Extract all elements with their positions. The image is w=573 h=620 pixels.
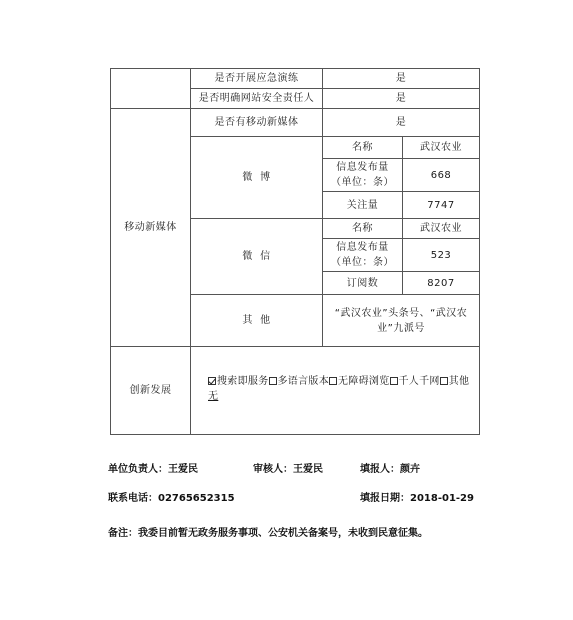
grid-line: [322, 294, 323, 347]
option-multilingual[interactable]: 多语言版本: [269, 376, 330, 387]
checkbox-icon: [329, 377, 337, 385]
unit-head: 单位负责人：王爱民: [108, 464, 198, 475]
wechat-subscribers-label: 订阅数: [346, 277, 379, 289]
security-owner-value: 是: [395, 93, 407, 104]
wechat-label: 微 信: [242, 251, 271, 262]
has-mobile-media-label: 是否有移动新媒体: [214, 117, 299, 128]
option-other[interactable]: 其他: [440, 376, 470, 387]
weibo-posts-label: 信息发布量 （单位：条）: [331, 162, 394, 188]
wechat-posts-label: 信息发布量 （单位：条）: [331, 242, 394, 268]
emergency-drill-value: 是: [395, 73, 407, 84]
security-owner-label: 是否明确网站安全责任人: [198, 93, 315, 104]
has-mobile-media-value: 是: [395, 117, 407, 128]
option-accessibility[interactable]: 无障碍浏览: [329, 376, 390, 387]
grid-line: [479, 68, 480, 435]
filler: 填报人：颜卉: [360, 464, 420, 475]
other-media-value: “武汉农业”头条号、“武汉农业”九派号: [334, 307, 468, 334]
weibo-name-label: 名称: [352, 142, 373, 153]
remark-note: 备注：我委目前暂无政务服务事项、公安机关备案号，未收到民意征集。: [108, 528, 428, 539]
weibo-label: 微 博: [242, 172, 271, 183]
checkbox-icon: [390, 377, 398, 385]
wechat-name-value: 武汉农业: [420, 223, 462, 234]
weibo-followers-label: 关注量: [346, 199, 379, 211]
weibo-name-value: 武汉农业: [420, 142, 462, 153]
weibo-posts-value: 668: [430, 169, 452, 181]
checkbox-checked-icon: [208, 377, 216, 385]
checkbox-icon: [269, 377, 277, 385]
grid-line: [110, 434, 480, 435]
checkbox-icon: [440, 377, 448, 385]
wechat-subscribers-value: 8207: [427, 277, 455, 289]
other-text: 无: [208, 391, 219, 402]
option-personalized[interactable]: 千人千网: [390, 376, 440, 387]
emergency-drill-label: 是否开展应急演练: [214, 73, 299, 84]
wechat-posts-value: 523: [430, 249, 452, 261]
fill-date: 填报日期：2018-01-29: [360, 493, 474, 504]
grid-line: [190, 346, 191, 435]
innovation-options: [208, 374, 476, 404]
contact-phone: 联系电话：02765652315: [108, 493, 235, 504]
option-search-as-service[interactable]: 搜索即服务: [208, 376, 269, 387]
other-media-label: 其 他: [242, 315, 271, 326]
reviewer: 审核人：王爱民: [253, 464, 323, 475]
weibo-followers-value: 7747: [427, 199, 455, 211]
wechat-name-label: 名称: [352, 223, 373, 234]
innovation-section-label: 创新发展: [129, 385, 172, 396]
mobile-media-section-label: 移动新媒体: [124, 222, 177, 233]
